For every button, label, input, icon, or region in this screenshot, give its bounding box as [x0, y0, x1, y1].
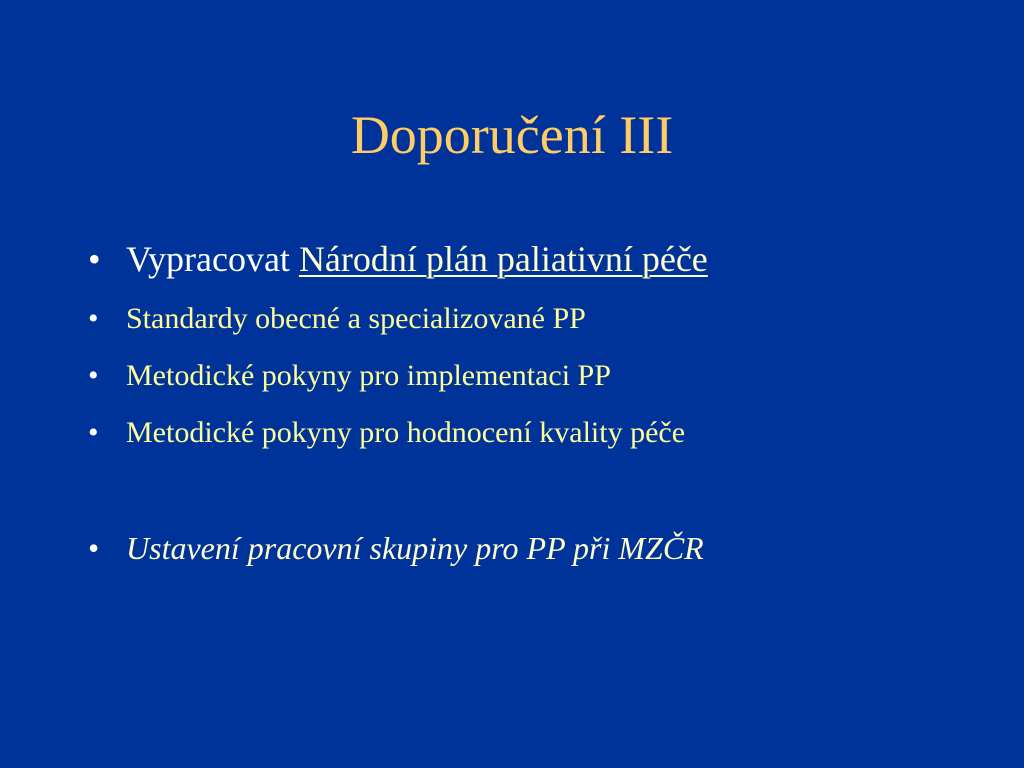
- bullet-marker: •: [88, 302, 99, 335]
- bullet-text: Ustavení pracovní skupiny pro PP při MZČR: [126, 530, 704, 566]
- slide-title: Doporučení III: [350, 105, 674, 165]
- bullet-text: Metodické pokyny pro implementaci PP: [126, 359, 611, 392]
- bullet-text: Metodické pokyny pro hodnocení kvality péče: [126, 416, 686, 449]
- bullet-item-working-group: [88, 526, 704, 570]
- bullet-marker: •: [88, 416, 99, 449]
- bullet-item-implementation-guidelines: [88, 356, 611, 396]
- bullet-item-quality-guidelines: [88, 413, 685, 453]
- bullet-marker: •: [88, 239, 101, 279]
- bullet-item-national-plan: [88, 235, 708, 283]
- bullet-marker: •: [88, 359, 99, 392]
- bullet-prefix-text: Vypracovat: [126, 239, 299, 279]
- bullet-item-standards: [88, 299, 586, 339]
- national-plan-link[interactable]: Národní plán paliativní péče: [298, 239, 708, 279]
- bullet-text: Standardy obecné a specializované PP: [126, 302, 586, 335]
- bullet-marker: •: [88, 530, 100, 566]
